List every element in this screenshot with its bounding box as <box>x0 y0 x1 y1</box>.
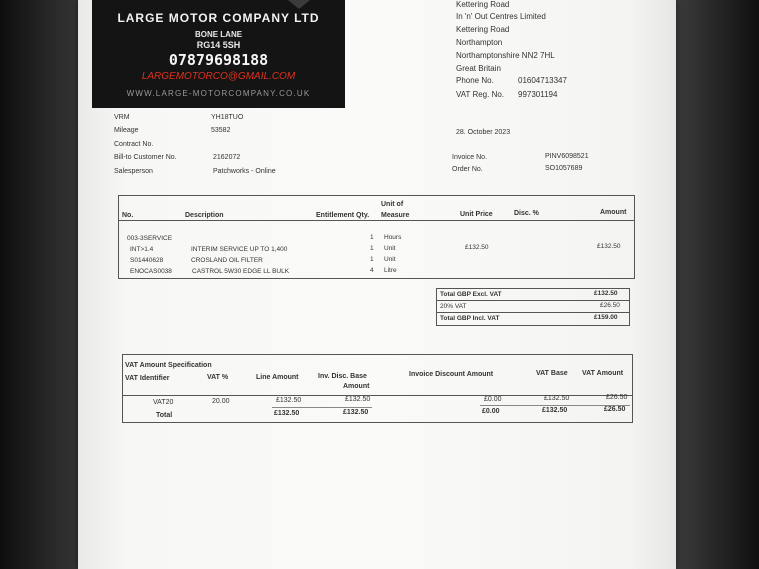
order-no-value: SO1057689 <box>545 165 583 172</box>
total-incl-value: £159.00 <box>594 314 618 321</box>
company-phone: 07879698188 <box>168 51 269 69</box>
line-qty: 1 <box>370 245 374 252</box>
vat-total-vat-amount: £26.50 <box>604 406 626 413</box>
total-incl-label: Total GBP Incl. VAT <box>440 315 500 322</box>
line-qty: 4 <box>370 267 374 274</box>
invoice-no-label: Invoice No. <box>452 154 488 161</box>
vat-row-inv-disc: £0.00 <box>484 396 502 403</box>
totals-divider <box>436 312 629 313</box>
company-address-line1: BONE LANE <box>194 30 243 39</box>
salesperson-label: Salesperson <box>114 168 153 175</box>
total-excl-value: £132.50 <box>594 290 618 297</box>
total-rule <box>272 407 372 408</box>
vat-reg-label: VAT Reg. No. <box>456 90 505 99</box>
col-header-amount: Amount <box>600 209 627 216</box>
lines-table <box>118 195 635 279</box>
mileage-label: Mileage <box>114 127 139 134</box>
line-qty: 1 <box>370 256 374 263</box>
vat-reg-value: 997301194 <box>518 90 558 99</box>
vat-row-pct: 20.00 <box>212 398 230 405</box>
address-line: Kettering Road <box>456 0 510 9</box>
vrm-value: YH18TUO <box>211 114 244 121</box>
vat-total-base: £132.50 <box>343 409 369 416</box>
line-unit-price: £132.50 <box>465 244 489 251</box>
col-header-unit-of: Unit of <box>381 201 404 208</box>
salesperson-value: Patchworks - Online <box>213 168 276 175</box>
vat-row-line-amount: £132.50 <box>276 397 302 404</box>
total-excl-label: Total GBP Excl. VAT <box>440 291 502 298</box>
vat-row-vat-amount: £26.50 <box>606 394 628 401</box>
order-no-label: Order No. <box>452 166 483 173</box>
vat-col-base-amount: Amount <box>343 383 370 390</box>
vat-spec-title: VAT Amount Specification <box>125 362 212 369</box>
invoice-date: 28. October 2023 <box>456 129 511 136</box>
line-no: INT>1.4 <box>130 246 154 253</box>
line-unit: Litre <box>384 267 397 274</box>
line-no: ENOCAS0038 <box>130 268 172 275</box>
company-name: LARGE MOTOR COMPANY LTD <box>117 11 320 25</box>
vat-label: 20% VAT <box>440 303 467 310</box>
company-website: WWW.LARGE-MOTORCOMPANY.CO.UK <box>126 89 311 98</box>
company-email: LARGEMOTORCO@GMAIL.COM <box>141 71 296 82</box>
vat-spec-divider <box>122 395 123 421</box>
vat-col-identifier: VAT Identifier <box>125 375 170 382</box>
line-description: CASTROL 5W30 EDGE LL BULK <box>192 268 290 275</box>
totals-divider <box>436 300 629 301</box>
address-line: Great Britain <box>456 64 501 73</box>
line-description: INTERIM SERVICE UP TO 1,400 <box>191 246 288 253</box>
contract-label: Contract No. <box>114 141 154 148</box>
col-header-disc: Disc. % <box>514 210 539 217</box>
company-logo <box>92 0 345 108</box>
line-description: CROSLAND OIL FILTER <box>191 257 263 264</box>
vat-value: £26.50 <box>600 302 620 309</box>
customer-label: Bill-to Customer No. <box>114 154 177 161</box>
mileage-value: 53582 <box>211 127 231 134</box>
line-unit: Hours <box>384 234 402 241</box>
line-unit: Unit <box>384 256 396 263</box>
vrm-label: VRM <box>114 114 130 121</box>
vat-col-vat-base: VAT Base <box>536 370 568 377</box>
vat-col-line-amount: Line Amount <box>256 374 299 381</box>
logo-emblem <box>288 0 310 9</box>
phone-label: Phone No. <box>456 76 494 85</box>
vat-col-inv-disc: Invoice Discount Amount <box>409 371 494 378</box>
vat-col-pct: VAT % <box>207 374 229 381</box>
phone-value: 01604713347 <box>518 76 567 85</box>
vat-total-line-amount: £132.50 <box>274 410 300 417</box>
col-header-measure: Measure <box>381 212 410 219</box>
vat-total-inv-disc: £0.00 <box>482 408 500 415</box>
address-line: Kettering Road <box>456 25 510 34</box>
line-unit: Unit <box>384 245 396 252</box>
address-line: Northamptonshire NN2 7HL <box>456 51 555 60</box>
vat-col-base: Inv. Disc. Base <box>318 373 367 380</box>
vat-col-vat-amount: VAT Amount <box>582 370 624 377</box>
col-header-description: Description <box>185 212 224 219</box>
col-header-unit-price: Unit Price <box>460 211 493 218</box>
customer-value: 2162072 <box>213 154 241 161</box>
vat-row-vat-base: £132.50 <box>544 395 570 402</box>
line-no: S01440628 <box>130 257 164 264</box>
vat-total-label: Total <box>156 412 173 419</box>
vat-total-vat-base: £132.50 <box>542 407 568 414</box>
address-line: Northampton <box>456 38 503 47</box>
line-no: 003-3SERVICE <box>127 235 173 242</box>
col-header-entitlement: Entitlement Qty. <box>316 212 370 219</box>
address-line: In 'n' Out Centres Limited <box>456 12 546 21</box>
vat-row-base: £132.50 <box>345 396 371 403</box>
line-amount: £132.50 <box>597 243 621 250</box>
table-divider <box>118 220 634 221</box>
invoice-no-value: PINV6098521 <box>545 153 589 160</box>
col-header-no: No. <box>122 212 134 219</box>
vat-row-identifier: VAT20 <box>153 399 174 406</box>
company-address-line2: RG14 5SH <box>196 40 241 50</box>
line-qty: 1 <box>370 234 374 241</box>
